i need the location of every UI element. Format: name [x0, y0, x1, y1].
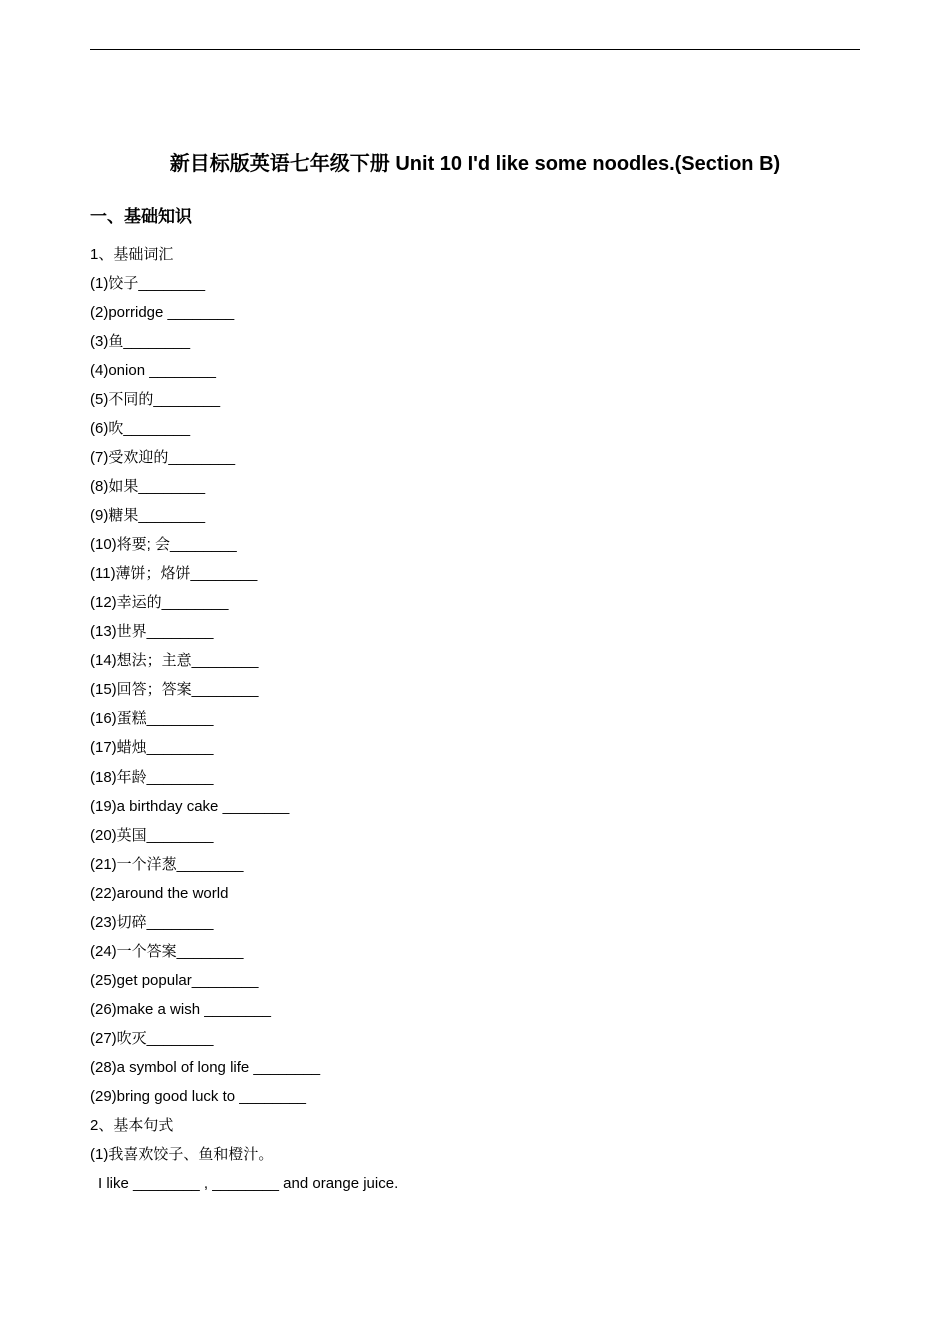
vocab-item: (11)薄饼；烙饼________ — [90, 565, 258, 583]
vocab-item: (19)a birthday cake ________ — [90, 797, 290, 815]
vocab-item: (24)一个答案________ — [90, 942, 244, 960]
vocab-item: (13)世界________ — [90, 623, 214, 641]
vocab-item: (22)around the world — [90, 884, 229, 902]
vocab-item: (10)将要; 会________ — [90, 536, 237, 554]
vocab-item: (3)鱼________ — [90, 333, 191, 351]
vocab-item: (29)bring good luck to ________ — [90, 1087, 306, 1105]
part-heading-sentences: 2、基本句式 — [90, 1116, 174, 1134]
vocab-item: (28)a symbol of long life ________ — [90, 1058, 321, 1076]
vocab-item: (16)蛋糕________ — [90, 710, 214, 728]
vocab-item: (17)蜡烛________ — [90, 739, 214, 757]
vocab-item: (26)make a wish ________ — [90, 1000, 271, 1018]
vocab-item: (14)想法；主意________ — [90, 652, 259, 670]
vocab-item: (25)get popular________ — [90, 971, 259, 989]
sentence-prompt: (1)我喜欢饺子、鱼和橙汁。 — [90, 1145, 274, 1163]
sentence-answer-line: I like ________ , ________ and orange juice. — [98, 1174, 399, 1192]
vocab-item: (7)受欢迎的________ — [90, 449, 236, 467]
vocab-item: (18)年龄________ — [90, 768, 214, 786]
vocab-item: (21)一个洋葱________ — [90, 855, 244, 873]
vocab-item: (2)porridge ________ — [90, 304, 235, 322]
part-heading-vocabulary: 1、基础词汇 — [90, 246, 174, 263]
vocab-item: (12)幸运的________ — [90, 594, 229, 612]
section-heading: 一、基础知识 — [90, 207, 192, 226]
vocab-item: (6)吹________ — [90, 420, 191, 438]
vocab-item: (5)不同的________ — [90, 391, 221, 409]
vocab-item: (15)回答；答案________ — [90, 681, 259, 699]
vocab-item: (1)饺子________ — [90, 275, 206, 292]
vocab-item: (23)切碎________ — [90, 913, 214, 931]
vocab-item: (4)onion ________ — [90, 362, 216, 380]
vocab-item: (9)糖果________ — [90, 507, 206, 525]
vocab-item: (27)吹灭________ — [90, 1029, 214, 1047]
document-title: 新目标版英语七年级下册 Unit 10 I'd like some noodles.(Section B) — [169, 153, 781, 175]
vocab-item: (20)英国________ — [90, 826, 214, 844]
top-rule — [90, 49, 860, 50]
vocab-item: (8)如果________ — [90, 478, 206, 496]
